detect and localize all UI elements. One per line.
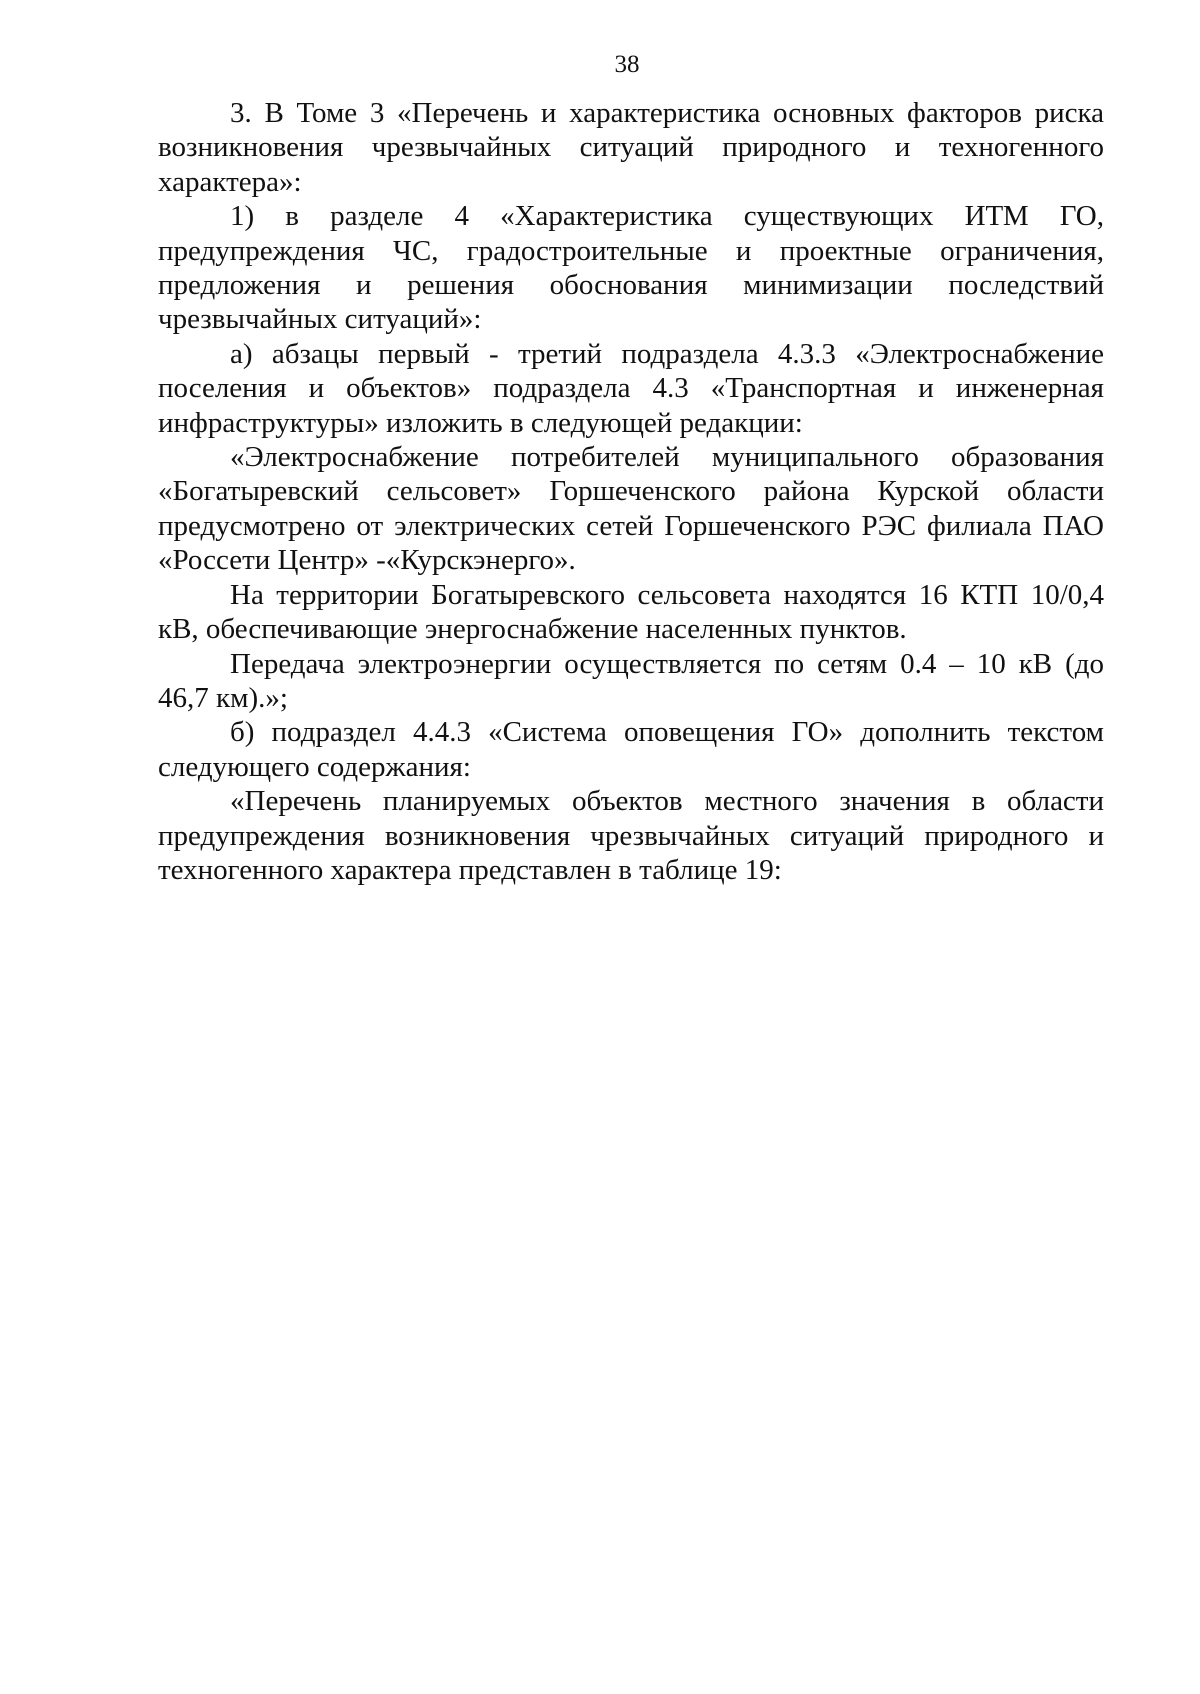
paragraph-transformer-stations: На территории Богатыревского сельсовета находятся 16 КТП 10/0,4 кВ, обеспечивающие энергоснабжение населенных пунктов. xyxy=(158,578,1104,646)
paragraph-item-b: б) подраздел 4.4.3 «Система оповещения ГО» дополнить текстом следующего содержания: xyxy=(158,716,1104,783)
paragraph-volume-3: 3. В Томе 3 «Перечень и характеристика основных факторов риска возникновения чрезвычайных ситуаций природного и техногенного характера»: xyxy=(158,97,1104,198)
page-number: 38 xyxy=(614,51,640,78)
paragraph-item-a: а) абзацы первый - третий подраздела 4.3.3 «Электроснабжение поселения и объектов» подраздела 4.3 «Транспортная и инженерная инфраструктуры» изложить в следующей редакции: xyxy=(158,337,1104,439)
document-body xyxy=(158,96,1104,887)
paragraph-section-4: 1) в разделе 4 «Характеристика существующих ИТМ ГО, предупреждения ЧС, градостроительные и проектные ограничения, предложения и решения обоснования минимизации последствий чрезвычайных ситуаций»: xyxy=(158,200,1104,336)
paragraph-planned-objects: «Перечень планируемых объектов местного значения в области предупреждения возникновения чрезвычайных ситуаций природного и техногенного характера представлен в таблице 19: xyxy=(158,785,1104,886)
paragraph-power-transmission: Передача электроэнергии осуществляется по сетям 0.4 – 10 кВ (до 46,7 км).»; xyxy=(158,647,1104,714)
paragraph-power-supply: «Электроснабжение потребителей муниципального образования «Богатыревский сельсовет» Горшеченского района Курской области предусмотрено от электрических сетей Горшеченского РЭС филиала ПАО «Россети Центр» -«Курскэнерго». xyxy=(158,441,1104,577)
